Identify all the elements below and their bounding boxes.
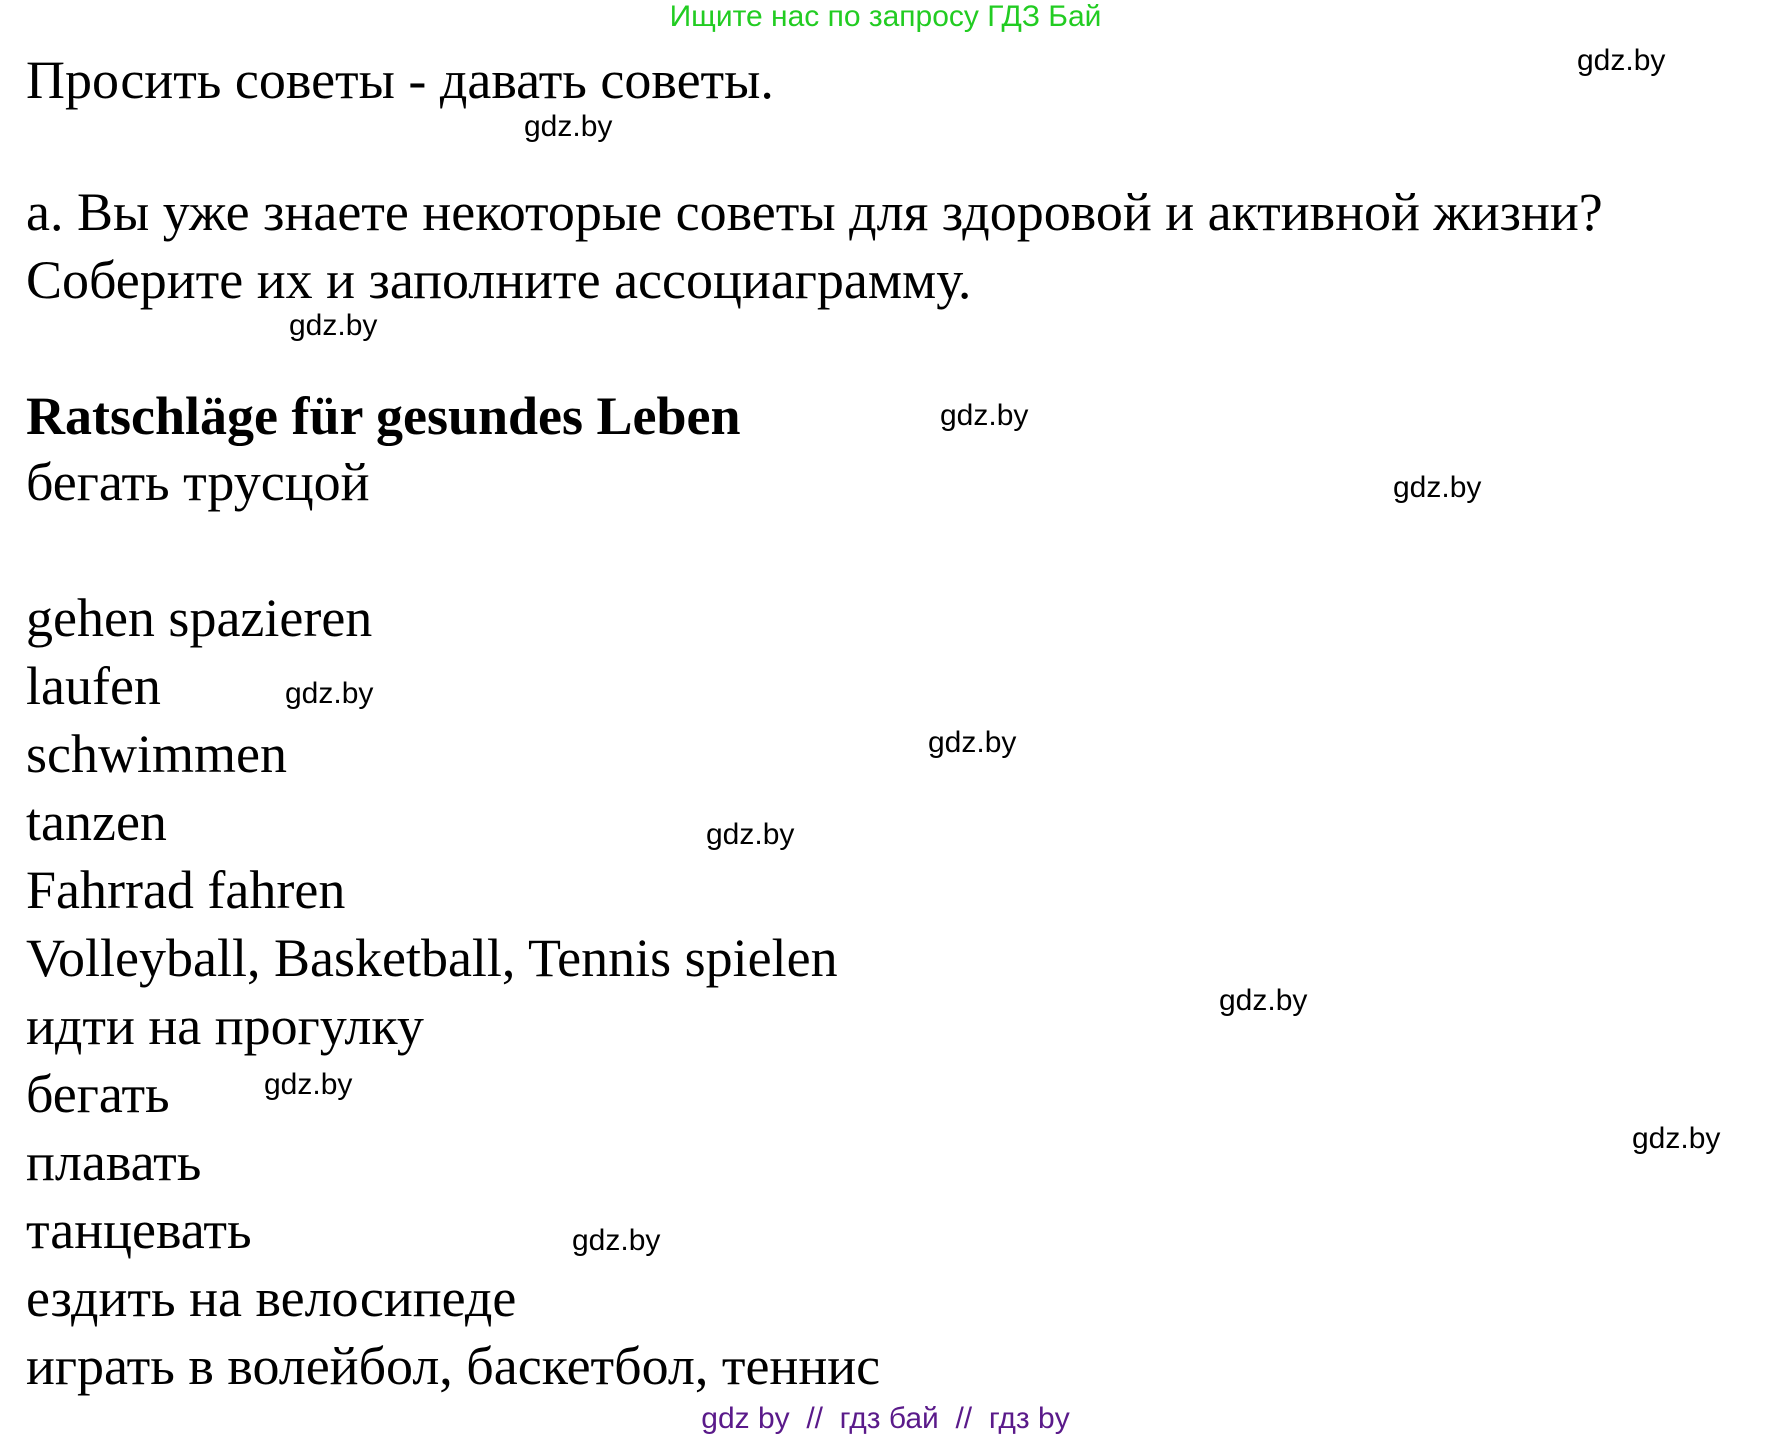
watermark: gdz.by xyxy=(1577,44,1666,77)
task-text-line-2: Соберите их и заполните ассоциаграмму. xyxy=(26,250,972,310)
list-item: бегать xyxy=(26,1064,170,1124)
top-banner: Ищите нас по запросу ГДЗ Бай xyxy=(669,0,1102,33)
watermark: gdz.by xyxy=(289,309,378,342)
list-item: Fahrrad fahren xyxy=(26,860,346,920)
watermark: gdz.by xyxy=(1632,1122,1721,1155)
task-text-line-1: a. Вы уже знаете некоторые советы для здоровой и активной жизни? xyxy=(26,182,1603,242)
bottom-banner: gdz by // гдз бай // гдз by xyxy=(701,1402,1070,1435)
list-item: schwimmen xyxy=(26,724,287,784)
list-item: laufen xyxy=(26,656,161,716)
section-heading: Ratschläge für gesundes Leben xyxy=(26,386,741,446)
list-item: tanzen xyxy=(26,792,167,852)
watermark: gdz.by xyxy=(285,677,374,710)
watermark: gdz.by xyxy=(940,399,1029,432)
watermark: gdz.by xyxy=(1219,984,1308,1017)
list-item: танцевать xyxy=(26,1200,252,1260)
watermark: gdz.by xyxy=(706,818,795,851)
page-title: Просить советы - давать советы. xyxy=(26,50,774,110)
list-item: gehen spazieren xyxy=(26,588,373,648)
list-item: Volleyball, Basketball, Tennis spielen xyxy=(26,928,838,988)
watermark: gdz.by xyxy=(928,726,1017,759)
list-item: плавать xyxy=(26,1132,202,1192)
watermark: gdz.by xyxy=(572,1224,661,1257)
watermark: gdz.by xyxy=(1393,471,1482,504)
watermark: gdz.by xyxy=(524,110,613,143)
list-item: ездить на велосипеде xyxy=(26,1268,517,1328)
list-item: идти на прогулку xyxy=(26,996,424,1056)
list-item: играть в волейбол, баскетбол, теннис xyxy=(26,1336,881,1396)
watermark: gdz.by xyxy=(264,1068,353,1101)
list-item: бегать трусцой xyxy=(26,452,370,512)
